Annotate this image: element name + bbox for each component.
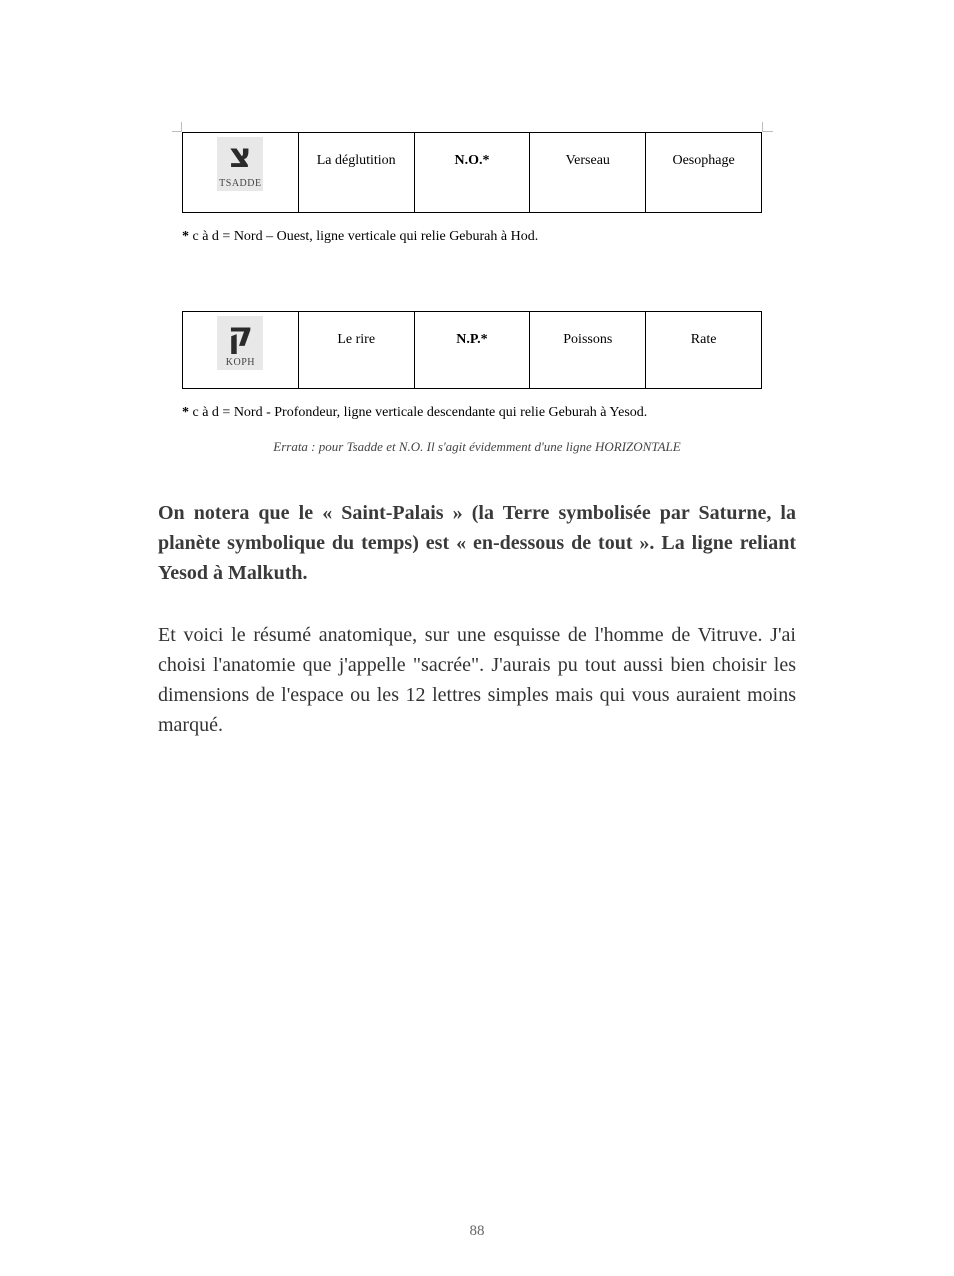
zodiac-cell: Poissons xyxy=(530,312,646,389)
koph-table xyxy=(182,311,762,389)
footnote-tsadde xyxy=(182,229,538,245)
corner-mark-right-h xyxy=(763,131,773,132)
footnote-asterisk: * xyxy=(182,229,189,244)
footnote-asterisk: * xyxy=(182,405,189,420)
function-cell: Le rire xyxy=(298,312,414,389)
zodiac-cell: Verseau xyxy=(530,133,646,213)
organ-cell: Rate xyxy=(646,312,762,389)
letter-image-cell xyxy=(183,133,299,213)
tsadde-caption: TSADDE xyxy=(219,178,262,189)
table-row xyxy=(183,312,762,389)
function-cell: La déglutition xyxy=(298,133,414,213)
errata-note: Errata : pour Tsadde et N.O. Il s'agit évidemment d'une ligne HORIZONTALE xyxy=(273,439,681,454)
direction-cell: N.P.* xyxy=(414,312,530,389)
tsadde-table xyxy=(182,132,762,213)
organ-cell: Oesophage xyxy=(646,133,762,213)
tsadde-glyph: צ xyxy=(229,136,252,176)
koph-glyph: ק xyxy=(227,315,253,355)
page-number: 88 xyxy=(469,1223,485,1239)
paragraph-saint-palais: On notera que le « Saint-Palais » (la Terre symbolisée par Saturne, la planète symbolique du temps) est « en-dessous de tout ». La ligne reliant Yesod à Malkuth. xyxy=(158,502,796,584)
footnote-text: c à d = Nord – Ouest, ligne verticale qui relie Geburah à Hod. xyxy=(189,229,539,244)
table-row xyxy=(183,133,762,213)
footnote-text: c à d = Nord - Profondeur, ligne verticale descendante qui relie Geburah à Yesod. xyxy=(189,405,648,420)
tsadde-letter-image xyxy=(217,137,263,191)
corner-mark-left-h xyxy=(172,131,182,132)
letter-image-cell xyxy=(183,312,299,389)
direction-cell: N.O.* xyxy=(414,133,530,213)
footnote-koph xyxy=(182,405,647,421)
koph-caption: KOPH xyxy=(225,357,255,368)
paragraph-vitruve: Et voici le résumé anatomique, sur une esquisse de l'homme de Vitruve. J'ai choisi l'anatomie que j'appelle "sacrée". J'aurais pu tout aussi bien choisir les dimensions de l'espace ou les 12 lettres simples mais qui vous auraient moins marqué. xyxy=(158,624,796,736)
koph-letter-image xyxy=(217,316,263,370)
